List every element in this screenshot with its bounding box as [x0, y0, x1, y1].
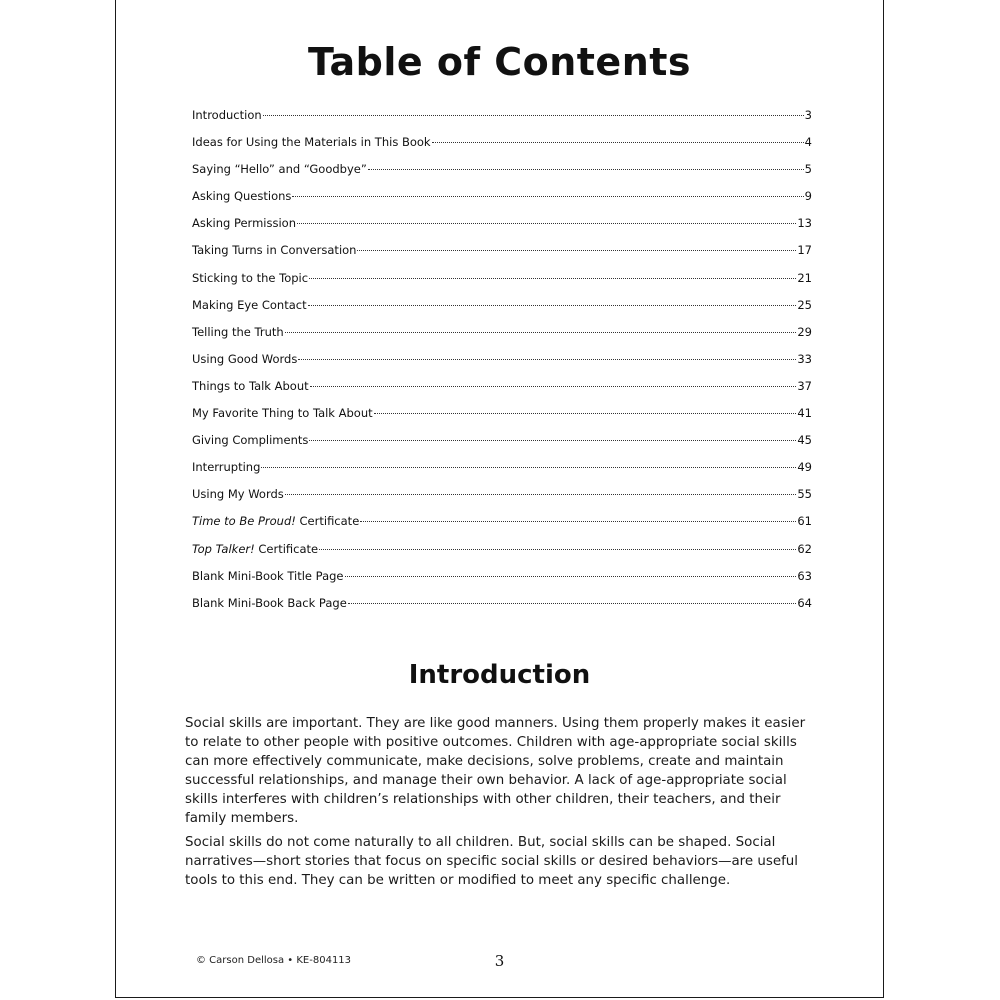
toc-entry-label: Saying “Hello” and “Goodbye”	[192, 162, 367, 177]
toc-entry-page: 29	[797, 324, 812, 339]
toc-entry-label: Ideas for Using the Materials in This Book	[192, 135, 431, 150]
toc-entry	[192, 352, 812, 379]
toc-entry-page: 41	[797, 406, 812, 421]
toc-entry-label: Blank Mini-Book Back Page	[192, 595, 347, 610]
toc-leader-dots	[263, 115, 804, 116]
toc-entry-page: 55	[797, 487, 812, 502]
toc-leader-dots	[308, 305, 797, 306]
toc-leader-dots	[298, 359, 796, 360]
toc-leader-dots	[309, 278, 796, 279]
toc-leader-dots	[319, 549, 796, 550]
toc-leader-dots	[297, 223, 796, 224]
toc-entry-label: Things to Talk About	[192, 378, 309, 393]
toc-entry-page: 13	[797, 216, 812, 231]
toc-entry-page: 4	[804, 135, 812, 150]
toc-leader-dots	[310, 386, 797, 387]
toc-entry-page: 63	[797, 568, 812, 583]
toc-entry	[192, 596, 812, 623]
toc-entry	[192, 542, 812, 569]
toc-entry-page: 9	[804, 189, 812, 204]
toc-entry	[192, 460, 812, 487]
toc-entry	[192, 325, 812, 352]
toc-entry-label: Asking Questions	[192, 189, 292, 204]
toc-entry-label: Sticking to the Topic	[192, 270, 309, 285]
intro-paragraph: Social skills do not come naturally to all children. But, social skills can be shaped. Social narratives—short stories that focus on specific social skills or desired behaviors—are useful tools to this end. They can be written or modified to meet any specific challenge.	[185, 835, 799, 888]
toc-leader-dots	[261, 467, 796, 468]
intro-body	[185, 714, 817, 895]
toc-entry	[192, 433, 812, 460]
toc-entry-label	[192, 514, 359, 528]
toc-leader-dots	[345, 576, 797, 577]
toc-leader-dots	[348, 603, 797, 604]
toc-leader-dots	[285, 332, 797, 333]
toc-entry-label-text: Certificate	[258, 541, 319, 556]
toc-leader-dots	[292, 196, 803, 197]
toc-leader-dots	[374, 413, 797, 414]
toc-entry-page: 21	[797, 270, 812, 285]
toc-entry-page: 37	[797, 378, 812, 393]
toc-entry-label: Telling the Truth	[192, 324, 284, 339]
toc-leader-dots	[368, 169, 804, 170]
document-page	[115, 0, 884, 998]
toc-entry-label: Interrupting	[192, 460, 261, 475]
toc-entry-page: 5	[804, 162, 812, 177]
intro-paragraph: Social skills are important. They are like good manners. Using them properly makes it easier to relate to other people with positive outcomes. Children with age-appropriate social skills can more effectively communicate, make decisions, solve problems, create and maintain successful relationships, and manage their own behavior. A lack of age-appropriate social skills interferes with children’s relationships with other children, their teachers, and their family members.	[185, 716, 806, 826]
toc-entry-label: Using Good Words	[192, 351, 298, 366]
toc-leader-dots	[309, 440, 796, 441]
toc-entry-label: Giving Compliments	[192, 433, 309, 448]
toc-entry-label: Asking Permission	[192, 216, 296, 231]
toc-entry-page: 62	[797, 541, 812, 556]
toc-entry-label: Introduction	[192, 108, 262, 122]
toc-entry-label: Taking Turns in Conversation	[192, 243, 357, 258]
toc-entry-label: My Favorite Thing to Talk About	[192, 406, 373, 421]
toc-entry	[192, 135, 812, 162]
toc-entry	[192, 514, 812, 541]
intro-title: Introduction	[408, 660, 591, 690]
footer-page-number: 3	[494, 952, 505, 970]
toc-entry	[192, 162, 812, 189]
toc-entry-page: 17	[797, 243, 812, 258]
toc-entry-page: 64	[797, 595, 812, 610]
toc-entry-label-text: Certificate	[299, 514, 360, 529]
toc-entry-label: Making Eye Contact	[192, 297, 307, 312]
toc-entry	[192, 569, 812, 596]
toc-entry-label	[192, 542, 318, 556]
toc-entry	[192, 379, 812, 406]
toc-entry	[192, 108, 812, 135]
toc-entry-page: 33	[797, 351, 812, 366]
toc-entry-page: 3	[804, 108, 812, 122]
toc-entry-italic-title: Top Talker!	[192, 541, 255, 556]
toc-entry-page: 61	[797, 514, 812, 529]
toc-entry-page: 25	[797, 297, 812, 312]
footer-copyright: © Carson Dellosa • KE-804113	[196, 955, 352, 966]
toc-leader-dots	[285, 494, 797, 495]
toc-entry	[192, 271, 812, 298]
toc-leader-dots	[432, 142, 804, 143]
toc-title: Table of Contents	[307, 40, 692, 84]
toc-leader-dots	[360, 521, 796, 522]
toc-entry	[192, 406, 812, 433]
toc-leader-dots	[357, 250, 796, 251]
toc-entry	[192, 487, 812, 514]
toc-entry-page: 49	[797, 460, 812, 475]
toc-entry-label: Blank Mini-Book Title Page	[192, 568, 344, 583]
toc-entry	[192, 243, 812, 270]
toc-entry-italic-title: Time to Be Proud!	[192, 514, 296, 529]
toc-entry	[192, 298, 812, 325]
toc-entry-label: Using My Words	[192, 487, 284, 502]
toc-entry-page: 45	[797, 433, 812, 448]
toc-list	[192, 108, 812, 623]
toc-entry	[192, 216, 812, 243]
toc-entry	[192, 189, 812, 216]
